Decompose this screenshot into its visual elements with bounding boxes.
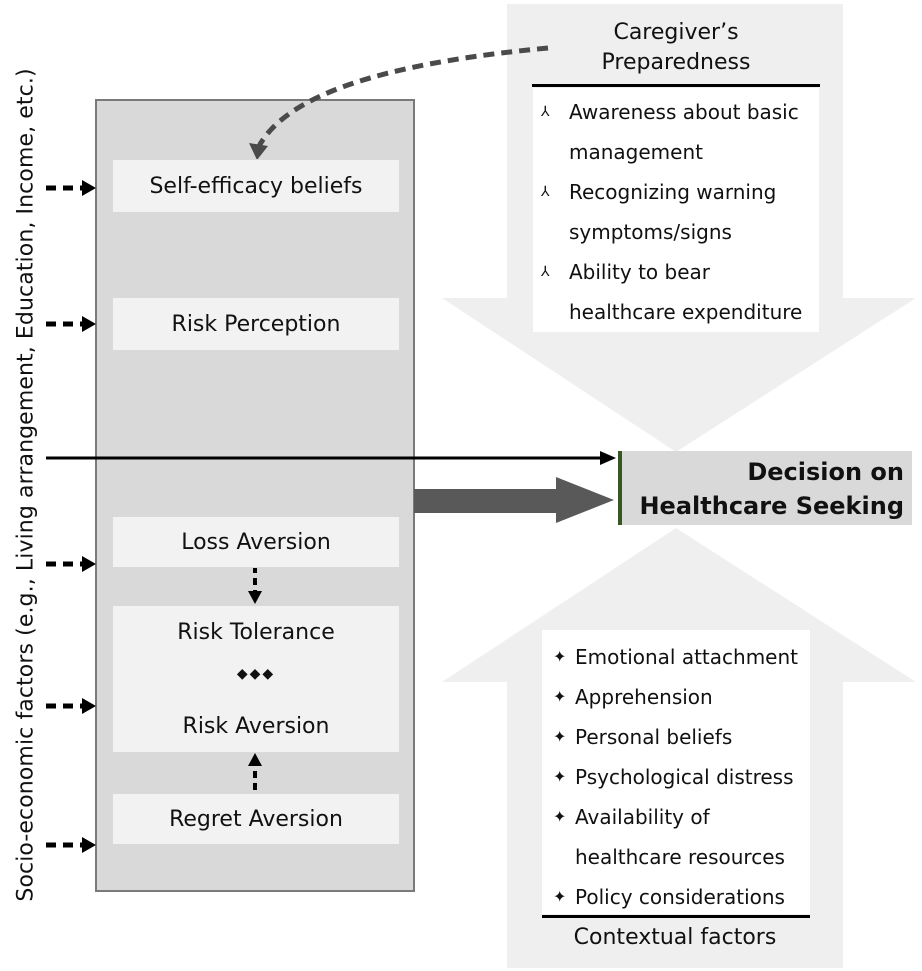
- loss-aversion-label: Loss Aversion: [181, 529, 331, 555]
- contextual-bullet-icon: ✦: [553, 727, 567, 746]
- preparedness-title-line1: Caregiver’s: [613, 20, 739, 45]
- preparedness-item-continued: healthcare expenditure: [569, 300, 803, 324]
- contextual-title: Contextual factors: [573, 925, 777, 950]
- contextual-list-box: [542, 630, 810, 914]
- preparedness-item: ⅄ Ability to bear: [533, 252, 819, 292]
- dashed-arrowhead-4: [82, 698, 96, 714]
- preparedness-item-continued: symptoms/signs: [569, 220, 732, 244]
- ellipsis-icon: ◆◆◆: [236, 666, 276, 682]
- socio-economic-dashed-arrows: [46, 188, 84, 845]
- contextual-item: ✦ Policy considerations: [542, 877, 810, 917]
- contextual-bullet-icon: ✦: [553, 807, 567, 826]
- risk-perception-label: Risk Perception: [171, 311, 341, 337]
- contextual-item: ✦ Psychological distress: [542, 757, 810, 797]
- risk-perception-box: [112, 297, 400, 351]
- contextual-bullet-icon: ✦: [553, 887, 567, 906]
- contextual-title-rule: [542, 915, 810, 918]
- decision-line2: Healthcare Seeking: [639, 492, 904, 520]
- risk-tolerance-label: Risk Tolerance: [177, 620, 335, 645]
- contextual-item: ✦ Availability of: [542, 797, 810, 837]
- contextual-item: ✦ Apprehension: [542, 677, 810, 717]
- risk-tolerance-aversion-box: [112, 605, 400, 753]
- regret-aversion-label: Regret Aversion: [169, 806, 343, 832]
- contextual-list: [542, 630, 810, 917]
- dashed-arrowhead-2: [82, 316, 96, 332]
- direct-influence-arrowhead: [600, 451, 616, 465]
- loss-aversion-box: [112, 516, 400, 568]
- risk-aversion-label: Risk Aversion: [182, 714, 330, 739]
- dashed-arrowhead-1: [82, 180, 96, 196]
- contextual-item: ✦ Personal beliefs: [542, 717, 810, 757]
- panel-to-decision-arrow: [414, 477, 614, 523]
- preparedness-item: ⅄ Awareness about basic: [533, 92, 819, 132]
- preparedness-title-line2: Preparedness: [601, 50, 751, 75]
- preparedness-title-rule: [532, 84, 820, 87]
- regret-aversion-box: [112, 793, 400, 845]
- self-efficacy-box: [112, 159, 400, 213]
- contextual-bullet-icon: ✦: [553, 687, 567, 706]
- preparedness-list-box: [533, 88, 819, 332]
- preparedness-bullet-icon: ⅄: [541, 104, 550, 120]
- self-efficacy-label: Self-efficacy beliefs: [149, 173, 363, 199]
- preparedness-list: [533, 88, 819, 332]
- dashed-arrowhead-3: [82, 556, 96, 572]
- contextual-bullet-icon: ✦: [553, 647, 567, 666]
- preparedness-bullet-icon: ⅄: [541, 184, 550, 200]
- dashed-arrowhead-5: [82, 837, 96, 853]
- contextual-item-continued: healthcare resources: [575, 845, 785, 869]
- contextual-item: ✦ Emotional attachment: [542, 637, 810, 677]
- preparedness-title: [532, 18, 820, 78]
- contextual-bullet-icon: ✦: [553, 767, 567, 786]
- decision-box: [618, 451, 912, 525]
- preparedness-item-continued: management: [569, 140, 703, 164]
- socio-economic-factors-label: Socio-economic factors (e.g., Living arrangement, Education, Income, etc.): [13, 68, 39, 902]
- preparedness-bullet-icon: ⅄: [541, 264, 550, 280]
- preparedness-item: ⅄ Recognizing warning: [533, 172, 819, 212]
- decision-line1: Decision on: [747, 458, 904, 486]
